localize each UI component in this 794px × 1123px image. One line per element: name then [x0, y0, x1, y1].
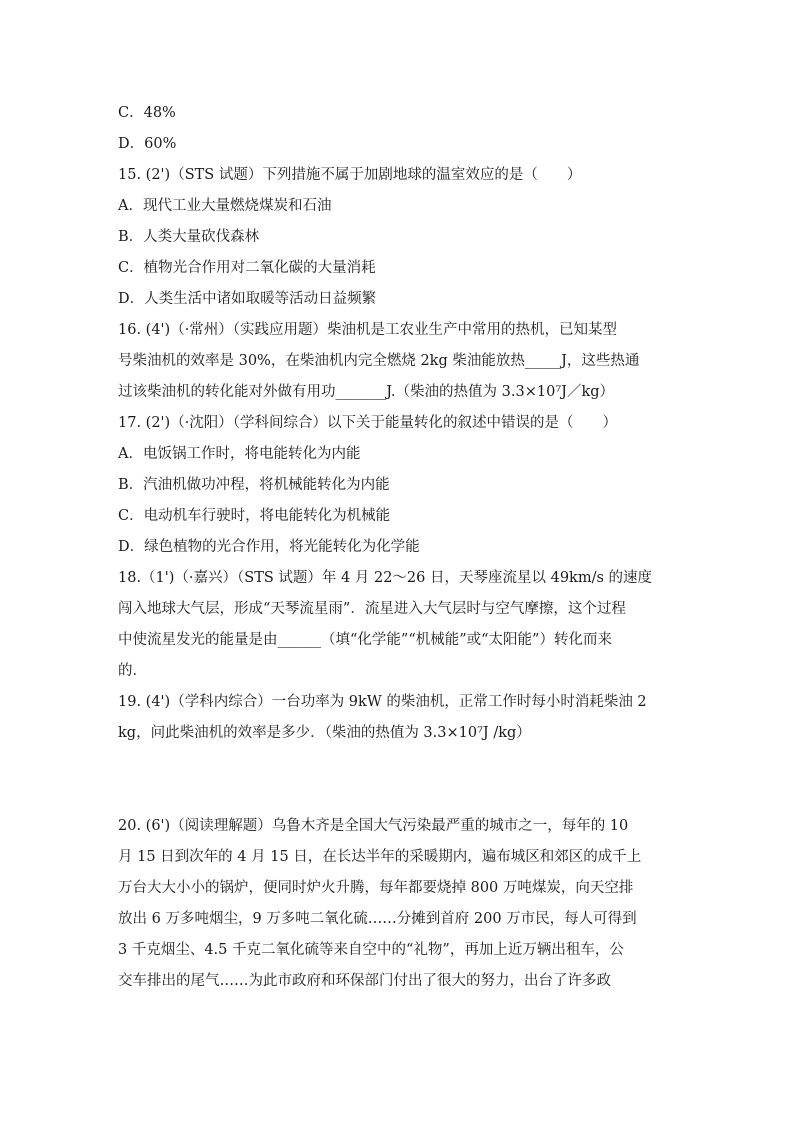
option-b-17: B．汽油机做功冲程，将机械能转化为内能	[118, 477, 390, 493]
option-a-17: A．电饭锅工作时，将电能转化为内能	[118, 446, 361, 462]
question-19-line-2: kg，问此柴油机的效率是多少．（柴油的热值为 3.3×10⁷J /kg）	[118, 725, 531, 741]
question-20-line-2: 月 15 日到次年的 4 月 15 日，在长达半年的采暖期内，遍布城区和郊区的成千上	[118, 849, 642, 865]
question-20-line-6: 交车排出的尾气……为此市政府和环保部门付出了很大的努力，出台了许多政	[118, 973, 611, 989]
option-c-17: C．电动机车行驶时，将电能转化为机械能	[118, 508, 391, 524]
question-19-line-1: 19. (4')（学科内综合）一台功率为 9kW 的柴油机，正常工作时每小时消耗柴油 2	[118, 694, 647, 710]
question-16-line-1: 16. (4')（·常州）（实践应用题）柴油机是工农业生产中常用的热机，已知某型	[118, 322, 618, 338]
option-d-15: D．人类生活中诸如取暖等活动日益频繁	[118, 291, 377, 307]
option-c-14: C．48%	[118, 105, 176, 121]
question-20-line-1: 20. (6')（阅读理解题）乌鲁木齐是全国大气污染最严重的城市之一，每年的 10	[118, 818, 629, 834]
question-20-line-4: 放出 6 万多吨烟尘，9 万多吨二氧化硫……分摊到首府 200 万市民，每人可得到	[118, 911, 637, 927]
question-16-line-2: 号柴油机的效率是 30%，在柴油机内完全燃烧 2kg 柴油能放热_____J，这些热通	[118, 353, 640, 369]
question-16-line-3: 过该柴油机的转化能对外做有用功_______J.（柴油的热值为 3.3×10⁷J／kg）	[118, 384, 615, 400]
question-17: 17. (2')（·沈阳）（学科间综合）以下关于能量转化的叙述中错误的是（ ）	[118, 415, 618, 431]
option-a-15: A．现代工业大量燃烧煤炭和石油	[118, 198, 332, 214]
question-20-line-3: 万台大大小小的锅炉，便同时炉火升腾，每年都要烧掉 800 万吨煤炭，向天空排	[118, 880, 634, 896]
option-b-15: B．人类大量砍伐森林	[118, 229, 260, 245]
page-content	[118, 98, 678, 997]
answer-space	[118, 749, 678, 811]
question-20-line-5: 3 千克烟尘、4.5 千克二氧化硫等来自空中的“礼物”，再加上近万辆出租车，公	[118, 942, 624, 958]
question-18-line-2: 闯入地球大气层，形成“天琴流星雨”．流星进入大气层时与空气摩擦，这个过程	[118, 601, 626, 617]
option-d-17: D．绿色植物的光合作用，将光能转化为化学能	[118, 539, 420, 555]
question-15: 15. (2')（STS 试题）下列措施不属于加剧地球的温室效应的是（ ）	[118, 167, 582, 183]
question-18-line-3: 中使流星发光的能量是由______（填“化学能”“机械能”或“太阳能”）转化而来	[118, 632, 612, 648]
question-18-line-1: 18.（1')（·嘉兴）（STS 试题）年 4 月 22～26 日，天琴座流星以 49km/s 的速度	[118, 570, 653, 586]
question-18-line-4: 的．	[118, 663, 147, 679]
option-c-15: C．植物光合作用对二氧化碳的大量消耗	[118, 260, 376, 276]
option-d-14: D．60%	[118, 136, 177, 152]
